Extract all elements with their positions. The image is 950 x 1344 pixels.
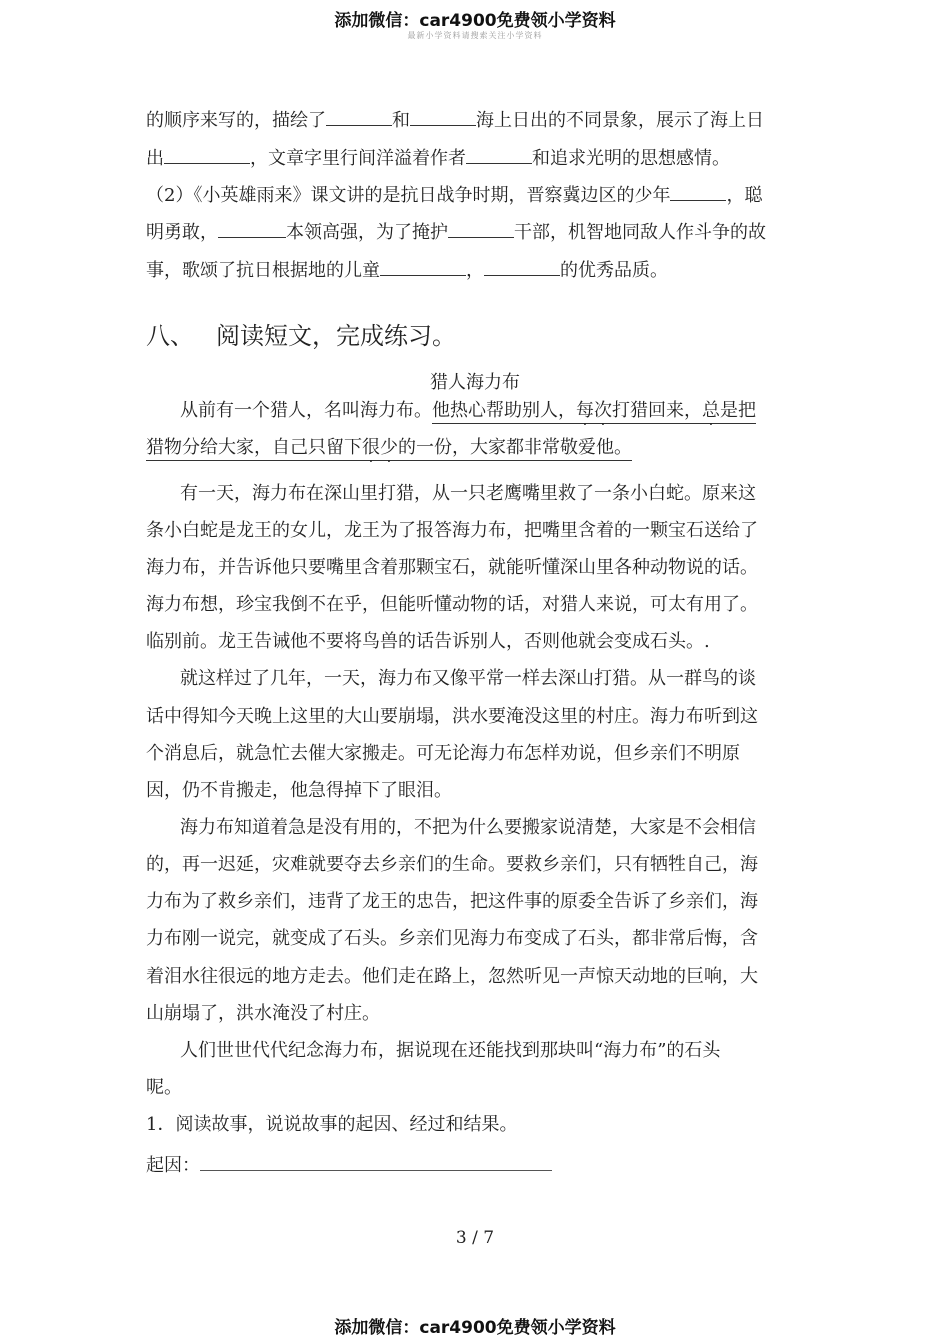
story-line: 的，再一迟延，灾难就要夺去乡亲们的生命。要救乡亲们，只有牺牲自己，海 [146,854,758,875]
watermark-bottom: 添加微信：car4900免费领小学资料 [334,1318,616,1338]
underlined-text: 他热心帮助别人，每次打猎回来，总是把 [432,400,756,424]
text: 海上日出的不同景象，展示了海上日 [476,110,764,131]
story-line: 山崩塌了，洪水淹没了村庄。 [146,1003,380,1024]
fill-line-4 [146,219,766,244]
story-line: 着泪水往很远的地方走去。他们走在路上，忽然听见一声惊天动地的巨响，大 [146,966,758,987]
page-number: 3 / 7 [455,1228,495,1248]
text: 和 [392,110,410,131]
fill-line-5 [146,257,668,282]
story-line: 个消息后，就急忙去催大家搬走。可无论海力布怎样劝说，但乡亲们不明原 [146,743,740,764]
text: 从前有一个猎人，名叫海力布。 [180,400,432,421]
text: 本领高强，为了掩护 [286,222,448,243]
text: （2）《小英雄雨来》课文讲的是抗日战争时期，晋察冀边区的少年 [146,185,671,206]
text: 出 [146,148,164,169]
story-p1-line2 [146,437,632,459]
blank[interactable] [484,257,560,276]
underlined-text: 猎物分给大家，自己只留下很少的一份，大家都非常敬爱他。 [146,437,632,461]
blank[interactable] [326,107,392,126]
text: 干部，机智地同敌人作斗争的故 [514,222,766,243]
story-line: 力布为了救乡亲们，违背了龙王的忠告，把这件事的原委全告诉了乡亲们，海 [146,891,758,912]
cause-answer-line[interactable] [200,1152,552,1171]
watermark-sub: 最新小学资料请搜索关注小学资料 [407,31,543,40]
blank[interactable] [448,219,514,238]
section-number: 八、 [146,322,194,350]
cause-label: 起因： [146,1155,200,1176]
fill-line-3 [146,182,762,207]
story-line: 临别前。龙王告诫他不要将鸟兽的话告诉别人，否则他就会变成石头。. [146,631,710,652]
story-line: 力布刚一说完，就变成了石头。乡亲们见海力布变成了石头，都非常后悔，含 [146,928,758,949]
story-line: 海力布，并告诉他只要嘴里含着那颗宝石，就能听懂深山里各种动物说的话。 [146,557,758,578]
blank[interactable] [670,182,726,201]
story-line: 条小白蛇是龙王的女儿，龙王为了报答海力布，把嘴里含着的一颗宝石送给了 [146,520,758,541]
blank[interactable] [164,145,250,164]
story-p1-line1 [180,400,756,422]
blank[interactable] [410,107,476,126]
story-title: 猎人海力布 [430,372,520,393]
text: 的顺序来写的，描绘了 [146,110,326,131]
story-line: 有一天，海力布在深山里打猎，从一只老鹰嘴里救了一条小白蛇。原来这 [180,483,756,504]
story-line: 因，仍不肯搬走，他急得掉下了眼泪。 [146,780,452,801]
blank[interactable] [466,145,532,164]
story-line: 话中得知今天晚上这里的大山要崩塌，洪水要淹没这里的村庄。海力布听到这 [146,706,758,727]
blank[interactable] [218,219,286,238]
text: 和追求光明的思想感情。 [532,148,730,169]
text: 明勇敢， [146,222,218,243]
story-line: 就这样过了几年，一天，海力布又像平常一样去深山打猎。从一群鸟的谈 [180,668,756,689]
text: ，聪 [726,185,763,206]
cause-row [146,1152,552,1177]
story-line: 海力布知道着急是没有用的，不把为什么要搬家说清楚，大家是不会相信 [180,817,756,838]
text: ， [466,260,484,281]
story-line: 海力布想，珍宝我倒不在乎，但能听懂动物的话，对猎人来说，可太有用了。 [146,594,758,615]
blank[interactable] [380,257,466,276]
section-heading [146,316,456,351]
fill-line-2 [146,145,730,170]
fill-line-1 [146,107,764,132]
text: 的优秀品质。 [560,260,668,281]
story-line: 呢。 [146,1077,182,1098]
question-1: 1．阅读故事，说说故事的起因、经过和结果。 [146,1114,518,1135]
story-line: 人们世世代代纪念海力布，据说现在还能找到那块叫“海力布”的石头 [180,1040,721,1061]
text: 事，歌颂了抗日根据地的儿童 [146,260,380,281]
text: ，文章字里行间洋溢着作者 [250,148,466,169]
section-title: 阅读短文，完成练习。 [216,322,456,350]
watermark-top: 添加微信：car4900免费领小学资料 [334,11,616,31]
